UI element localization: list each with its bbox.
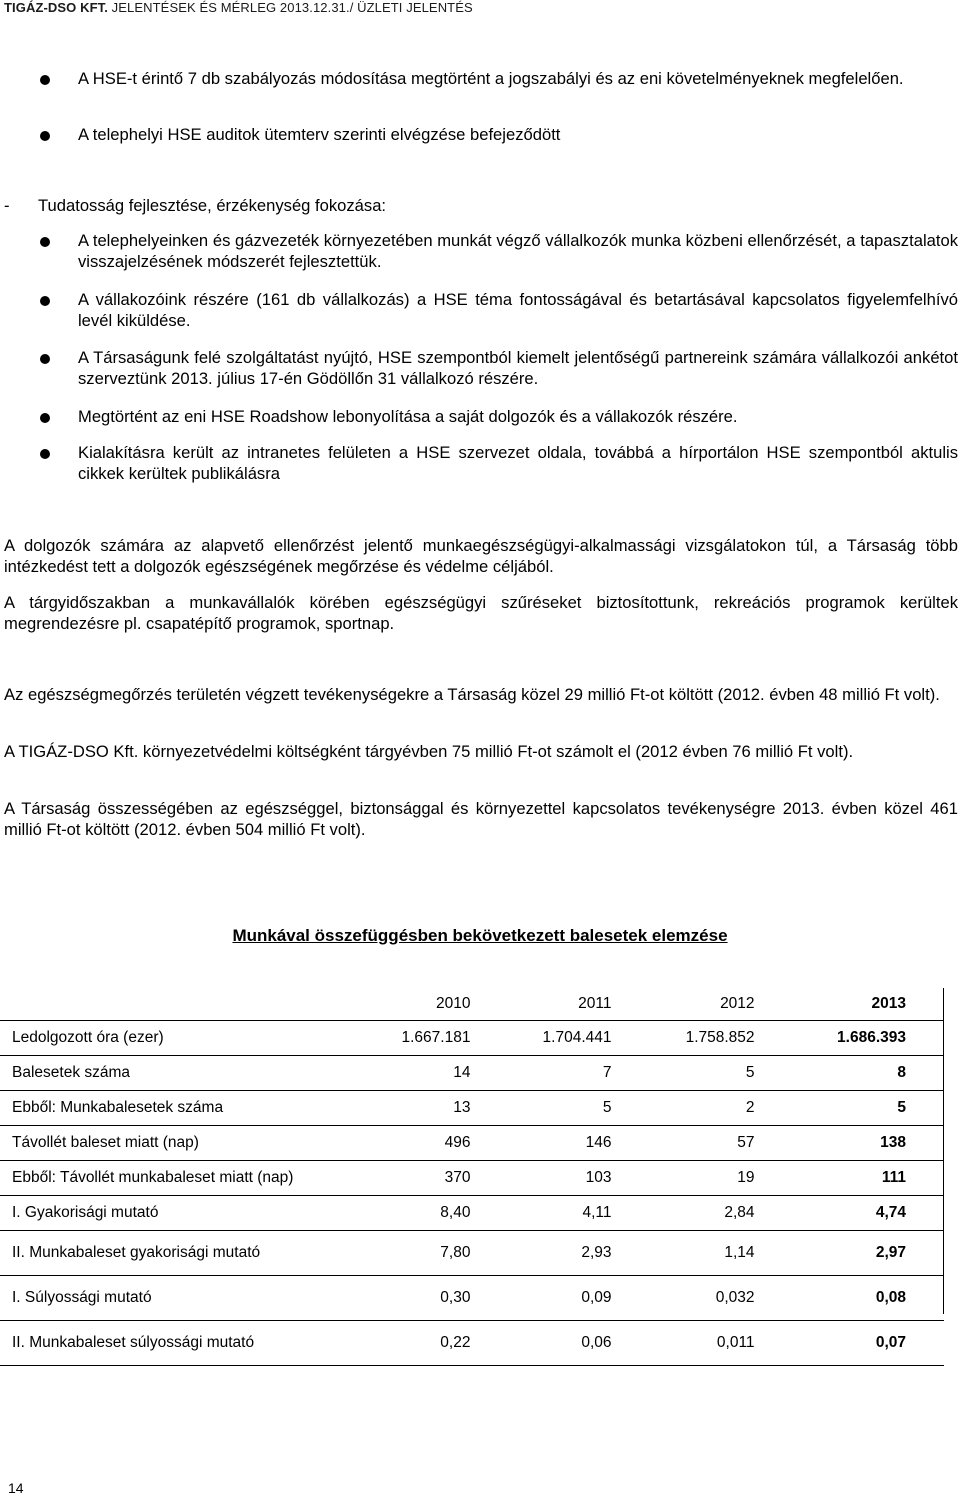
cell: 5	[612, 1056, 755, 1091]
header-company: TIGÁZ-DSO KFT.	[4, 0, 108, 15]
table-header-row	[0, 988, 944, 1021]
paragraph: A TIGÁZ-DSO Kft. környezetvédelmi költségként tárgyévben 75 millió Ft-ot számolt el (2012 évben 76 millió Ft volt).	[4, 742, 854, 761]
cell: 0,08	[755, 1276, 944, 1321]
row-label: II. Munkabaleset gyakorisági mutató	[0, 1231, 347, 1276]
cell: 0,032	[612, 1276, 755, 1321]
table-row	[0, 1321, 944, 1366]
row-label: Ledolgozott óra (ezer)	[0, 1021, 347, 1056]
section-heading: Tudatosság fejlesztése, érzékenység fokozása:	[38, 196, 387, 215]
year-header: 2010	[347, 988, 471, 1021]
list-item: Megtörtént az eni HSE Roadshow lebonyolítása a saját dolgozók és a vállakozók részére.	[78, 407, 738, 426]
bullet-dot	[40, 296, 50, 306]
cell: 496	[347, 1126, 471, 1161]
cell: 57	[612, 1126, 755, 1161]
list-item: A HSE-t érintő 7 db szabályozás módosítása megtörtént a jogszabályi és az eni követelményeknek megfelelően.	[78, 69, 904, 88]
header-label-cell	[0, 988, 347, 1021]
cell: 2,93	[470, 1231, 611, 1276]
table-row	[0, 1056, 944, 1091]
paragraph: A tárgyidőszakban a munkavállalók körében egészségügyi szűréseket biztosítottunk, rekreációs programok kerültek megrendezésre pl. csapatépítő programok, sportnap.	[4, 593, 958, 633]
cell: 0,011	[612, 1321, 755, 1366]
year-header: 2011	[470, 988, 611, 1021]
cell: 1.686.393	[755, 1021, 944, 1056]
accident-table	[0, 988, 944, 1366]
cell: 103	[470, 1161, 611, 1196]
dash-marker: -	[4, 196, 10, 215]
row-label: I. Gyakorisági mutató	[0, 1196, 347, 1231]
cell: 4,74	[755, 1196, 944, 1231]
table-title: Munkával összefüggésben bekövetkezett balesetek elemzése	[232, 926, 728, 945]
page-header	[4, 0, 473, 15]
cell: 8,40	[347, 1196, 471, 1231]
page-number: 14	[8, 1480, 24, 1496]
paragraph: A dolgozók számára az alapvető ellenőrzést jelentő munkaegészségügyi-alkalmassági vizsgálatokon túl, a Társaság több intézkedést tett a dolgozók egészségének megőrzése és védelme céljából.	[4, 536, 958, 576]
cell: 111	[755, 1161, 944, 1196]
bullet-dot	[40, 449, 50, 459]
row-label: Távollét baleset miatt (nap)	[0, 1126, 347, 1161]
list-item: A telephelyeinken és gázvezeték környezetében munkát végző vállalkozók munka közbeni ellenőrzését, a tapasztalatok visszajelzésének módszerét fejlesztettük.	[78, 231, 958, 271]
year-header: 2013	[755, 988, 944, 1021]
cell: 8	[755, 1056, 944, 1091]
list-item: A vállakozóink részére (161 db vállalkozás) a HSE téma fontosságával és betartásával kapcsolatos figyelemfelhívó levél kiküldése.	[78, 290, 958, 330]
row-label: I. Súlyossági mutató	[0, 1276, 347, 1321]
row-label: II. Munkabaleset súlyossági mutató	[0, 1321, 347, 1366]
table-row	[0, 1021, 944, 1056]
row-label: Ebből: Távollét munkabaleset miatt (nap)	[0, 1161, 347, 1196]
cell: 2	[612, 1091, 755, 1126]
paragraph: Az egészségmegőrzés területén végzett tevékenységekre a Társaság közel 29 millió Ft-ot költött (2012. évben 48 millió Ft volt).	[4, 685, 940, 704]
table-row	[0, 1231, 944, 1276]
cell: 0,07	[755, 1321, 944, 1366]
table-row	[0, 1091, 944, 1126]
cell: 7,80	[347, 1231, 471, 1276]
cell: 138	[755, 1126, 944, 1161]
cell: 0,30	[347, 1276, 471, 1321]
cell: 19	[612, 1161, 755, 1196]
cell: 146	[470, 1126, 611, 1161]
cell: 13	[347, 1091, 471, 1126]
cell: 1.704.441	[470, 1021, 611, 1056]
table-row	[0, 1196, 944, 1231]
cell: 0,06	[470, 1321, 611, 1366]
header-rest: JELENTÉSEK ÉS MÉRLEG 2013.12.31./ ÜZLETI JELENTÉS	[111, 0, 473, 15]
cell: 2,97	[755, 1231, 944, 1276]
cell: 2,84	[612, 1196, 755, 1231]
year-header: 2012	[612, 988, 755, 1021]
cell: 0,22	[347, 1321, 471, 1366]
paragraph: A Társaság összességében az egészséggel, biztonsággal és környezettel kapcsolatos tevékenységre 2013. évben közel 461 millió Ft-ot költött (2012. évben 504 millió Ft volt).	[4, 799, 958, 839]
bullet-dot	[40, 413, 50, 423]
cell: 1.758.852	[612, 1021, 755, 1056]
cell: 7	[470, 1056, 611, 1091]
table-right-border	[943, 988, 944, 1314]
cell: 0,09	[470, 1276, 611, 1321]
bullet-dot	[40, 75, 50, 85]
table-row	[0, 1276, 944, 1321]
table-row	[0, 1161, 944, 1196]
cell: 1,14	[612, 1231, 755, 1276]
cell: 1.667.181	[347, 1021, 471, 1056]
cell: 370	[347, 1161, 471, 1196]
bullet-dot	[40, 237, 50, 247]
cell: 5	[755, 1091, 944, 1126]
list-item: A Társaságunk felé szolgáltatást nyújtó, HSE szempontból kiemelt jelentőségű partnereink számára vállalkozói ankétot szerveztünk 2013. július 17-én Gödöllőn 31 vállalkozó részére.	[78, 348, 958, 388]
cell: 5	[470, 1091, 611, 1126]
list-item: A telephelyi HSE auditok ütemterv szerinti elvégzése befejeződött	[78, 125, 561, 144]
bullet-dot	[40, 354, 50, 364]
cell: 4,11	[470, 1196, 611, 1231]
list-item: Kialakításra került az intranetes felületen a HSE szervezet oldala, továbbá a hírportálon HSE szempontból aktulis cikkek kerültek publikálásra	[78, 443, 958, 483]
bullet-dot	[40, 131, 50, 141]
row-label: Balesetek száma	[0, 1056, 347, 1091]
row-label: Ebből: Munkabalesetek száma	[0, 1091, 347, 1126]
table-row	[0, 1126, 944, 1161]
cell: 14	[347, 1056, 471, 1091]
